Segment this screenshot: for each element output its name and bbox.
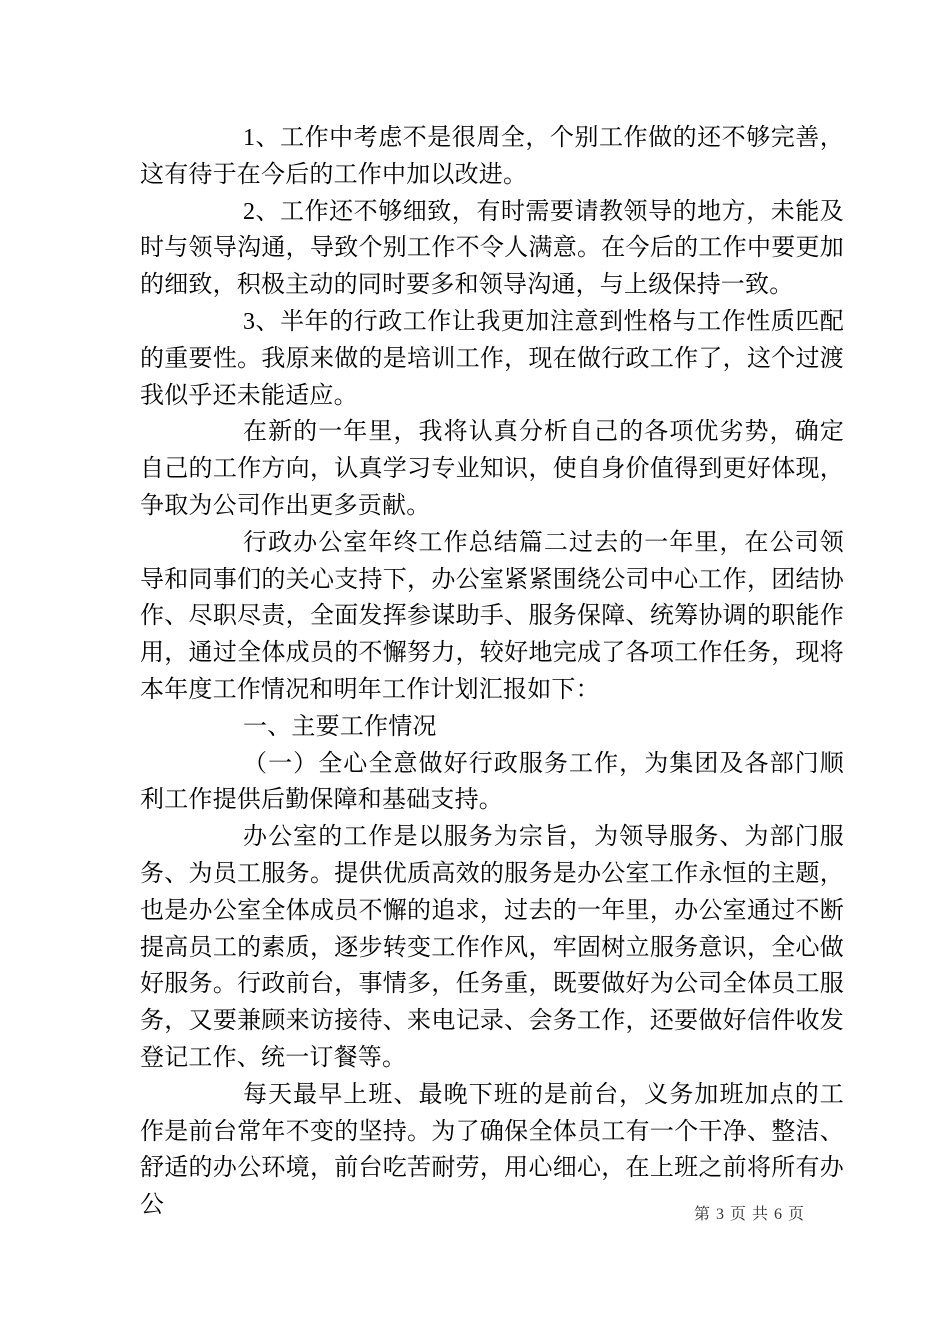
paragraph: （一）全心全意做好行政服务工作，为集团及各部门顺利工作提供后勤保障和基础支持。 <box>140 750 844 814</box>
paragraph: 在新的一年里，我将认真分析自己的各项优劣势，确定自己的工作方向，认真学习专业知识，使自身价值得到更好体现，争取为公司作出更多贡献。 <box>140 419 844 519</box>
paragraph: 1、工作中考虑不是很周全，个别工作做的还不够完善，这有待于在今后的工作中加以改进。 <box>140 125 844 188</box>
paragraph: 办公室的工作是以服务为宗旨，为领导服务、为部门服务、为员工服务。提供优质高效的服务是办公室工作永恒的主题，也是办公室全体成员不懈的追求，过去的一年里，办公室通过不断提高员工的素质，逐步转变工作作风，牢固树立服务意识，全心做好服务。行政前台，事情多，任务重，既要做好为公司全体员工服务，又要兼顾来访接待、来电记录、会务工作，还要做好信件收发登记工作、统一订餐等。 <box>140 824 844 1071</box>
paragraph: 一、主要工作情况 <box>243 713 437 740</box>
paragraph: 2、工作还不够细致，有时需要请教领导的地方，未能及时与领导沟通，导致个别工作不令人满意。在今后的工作中要更加的细致，积极主动的同时要多和领导沟通，与上级保持一致。 <box>140 198 844 299</box>
page-number-footer: 第 3 页 共 6 页 <box>693 1206 805 1223</box>
paragraph: 每天最早上班、最晚下班的是前台，义务加班加点的工作是前台常年不变的坚持。为了确保全体员工有一个干净、整洁、舒适的办公环境，前台吃苦耐劳，用心细心，在上班之前将所有办公 <box>140 1081 844 1219</box>
document-body <box>140 120 844 1224</box>
paragraph: 行政办公室年终工作总结篇二过去的一年里，在公司领导和同事们的关心支持下，办公室紧紧围绕公司中心工作，团结协作、尽职尽责，全面发挥参谋助手、服务保障、统筹协调的职能作用，通过全体成员的不懈努力，较好地完成了各项工作任务，现将本年度工作情况和明年工作计划汇报如下： <box>140 529 844 703</box>
paragraph: 3、半年的行政工作让我更加注意到性格与工作性质匹配的重要性。我原来做的是培训工作，现在做行政工作了，这个过渡我似乎还未能适应。 <box>140 308 844 409</box>
